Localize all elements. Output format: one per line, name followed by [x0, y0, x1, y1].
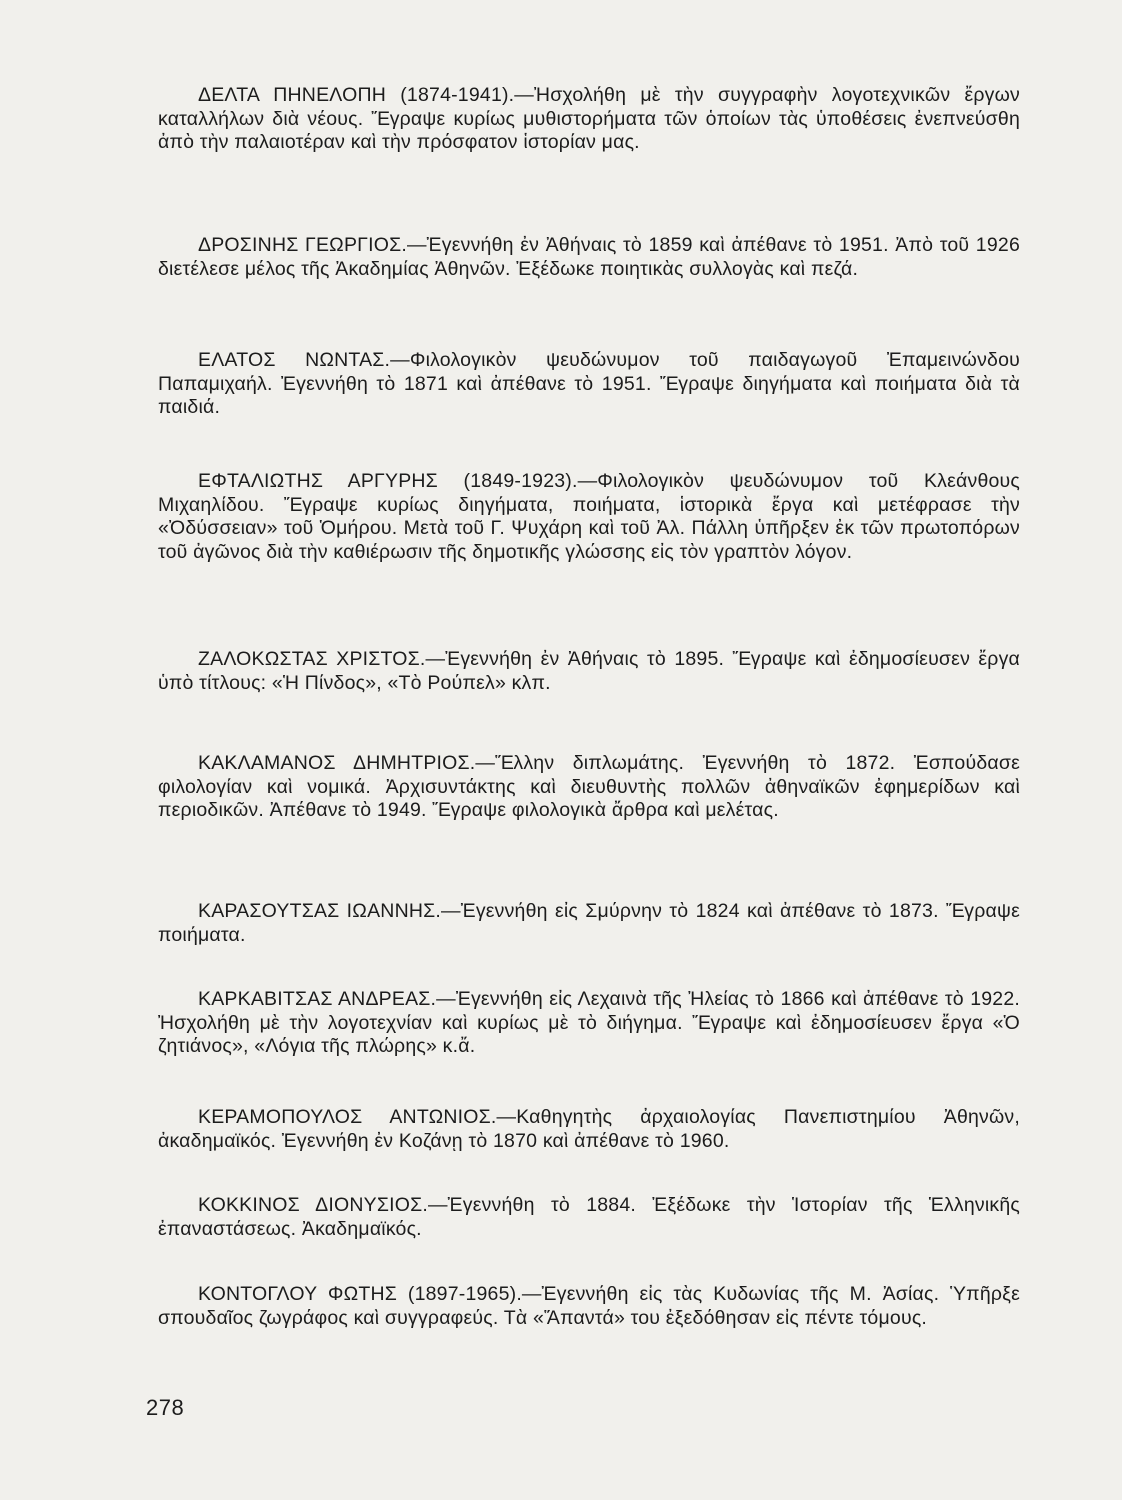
entry-eftaliotis-argyris — [158, 470, 1020, 564]
entry-heading: ΚΕΡΑΜΟΠΟΥΛΟΣ ΑΝΤΩΝΙΟΣ.— — [198, 1106, 517, 1128]
entry-kokkinos-dionysios — [158, 1194, 1020, 1241]
entry-text: Ἐγεννήθη ἐν Ἀθήναις τὸ 1895. Ἔγραψε καὶ ἐδημοσίευσεν ἔργα ὑπὸ τίτλους: «Ἡ Πίνδος», «Τὸ Ρούπελ» κλπ. — [158, 648, 1020, 694]
entry-heading: ΚΑΡΑΣΟΥΤΣΑΣ ΙΩΑΝΝΗΣ.— — [198, 900, 461, 922]
entry-elatos-nontas — [158, 349, 1020, 420]
entry-heading: ΚΑΡΚΑΒΙΤΣΑΣ ΑΝΔΡΕΑΣ.— — [198, 988, 456, 1010]
entry-text: Ἠσχολήθη μὲ τὴν συγγραφὴν λογοτεχνικῶν ἔργων καταλλήλων διὰ νέους. Ἔγραψε κυρίως μυθιστορήματα τῶν ὁποίων τὰς ὑποθέσεις ἐνεπνεύσθη ἀπὸ τὴν παλαιοτέραν καὶ τὴν πρόσφατον ἱστορίαν μας. — [158, 84, 1020, 154]
entry-text: Ἐγεννήθη εἰς Σμύρνην τὸ 1824 καὶ ἀπέθανε τὸ 1873. Ἔγραψε ποιήματα. — [158, 900, 1020, 946]
entry-text: Φιλολογικὸν ψευδώνυμον τοῦ Κλεάνθους Μιχαηλίδου. Ἔγραψε κυρίως διηγήματα, ποιήματα, ἱστορικὰ ἔργα καὶ μετέφρασε τὴν «Ὀδύσσειαν» τοῦ Ὁμήρου. Μετὰ τοῦ Γ. Ψυχάρη καὶ τοῦ Ἀλ. Πάλλη ὑπῆρξεν ἐκ τῶν πρωτοπόρων τοῦ ἀγῶνος διὰ τὴν καθιέρωσιν τῆς δημοτικῆς γλώσσης εἰς τὸν γραπτὸν λόγον. — [158, 470, 1020, 563]
entry-heading: ΚΑΚΛΑΜΑΝΟΣ ΔΗΜΗΤΡΙΟΣ.— — [198, 752, 496, 774]
entry-heading: ΔΡΟΣΙΝΗΣ ΓΕΩΡΓΙΟΣ.— — [198, 234, 427, 256]
entry-text: Ἐγεννήθη εἰς Λεχαινὰ τῆς Ἠλείας τὸ 1866 καὶ ἀπέθανε τὸ 1922. Ἠσχολήθη μὲ τὴν λογοτεχνίαν καὶ κυρίως μὲ τὸ διήγημα. Ἔγραψε καὶ ἐδημοσίευσεν ἔργα «Ὁ ζητιάνος», «Λόγια τῆς πλώρης» κ.ἄ. — [158, 988, 1020, 1058]
entry-heading: ΚΟΚΚΙΝΟΣ ΔΙΟΝΥΣΙΟΣ.— — [198, 1194, 448, 1216]
entry-text: Ἐγεννήθη εἰς τὰς Κυδωνίας τῆς Μ. Ἀσίας. Ὑπῆρξε σπουδαῖος ζωγράφος καὶ συγγραφεύς. Τὰ «Ἅπαντά» του ἐξεδόθησαν εἰς πέντε τόμους. — [158, 1283, 1021, 1329]
entry-zalokostas-christos — [158, 648, 1020, 695]
entry-delta-penelope — [158, 84, 1020, 155]
entry-karkavitsas-andreas — [158, 988, 1020, 1059]
entry-heading: ΕΦΤΑΛΙΩΤΗΣ ΑΡΓΥΡΗΣ (1849-1923).— — [198, 470, 598, 492]
entry-heading: ΚΟΝΤΟΓΛΟΥ ΦΩΤΗΣ (1897-1965).— — [198, 1283, 542, 1305]
entry-text: Καθηγητὴς ἀρχαιολογίας Πανεπιστημίου Ἀθηνῶν, ἀκαδημαϊκός. Ἐγεννήθη ἐν Κοζάνῃ τὸ 1870 καὶ ἀπέθανε τὸ 1960. — [158, 1106, 1020, 1152]
page-number: 278 — [146, 1395, 185, 1420]
entry-kontoglou-fotis — [158, 1283, 1020, 1330]
entry-heading: ΖΑΛΟΚΩΣΤΑΣ ΧΡΙΣΤΟΣ.— — [198, 648, 446, 670]
entry-karasoutsas-ioannis — [158, 900, 1020, 947]
entry-drosinis-georgios — [158, 234, 1020, 281]
entry-text: Φιλολογικὸν ψευδώνυμον τοῦ παιδαγωγοῦ Ἐπαμεινώνδου Παπαμιχαήλ. Ἐγεννήθη τὸ 1871 καὶ ἀπέθανε τὸ 1951. Ἔγραψε διηγήματα καὶ ποιήματα διὰ τὰ παιδιά. — [158, 349, 1020, 419]
entry-keramopoulos-antonios — [158, 1106, 1020, 1153]
entry-kaklamanos-dimitrios — [158, 752, 1020, 823]
entry-heading: ΕΛΑΤΟΣ ΝΩΝΤΑΣ.— — [198, 349, 410, 371]
entry-text: Ἕλλην διπλωμάτης. Ἐγεννήθη τὸ 1872. Ἐσπούδασε φιλολογίαν καὶ νομικά. Ἀρχισυντάκτης καὶ διευθυντὴς πολλῶν ἀθηναϊκῶν ἐφημερίδων καὶ περιοδικῶν. Ἀπέθανε τὸ 1949. Ἔγραψε φιλολογικὰ ἄρθρα καὶ μελέτας. — [158, 752, 1020, 822]
entry-heading: ΔΕΛΤΑ ΠΗΝΕΛΟΠΗ (1874-1941).— — [198, 84, 535, 106]
entry-text: Ἐγεννήθη ἐν Ἀθήναις τὸ 1859 καὶ ἀπέθανε τὸ 1951. Ἀπὸ τοῦ 1926 διετέλεσε μέλος τῆς Ἀκαδημίας Ἀθηνῶν. Ἐξέδωκε ποιητικὰς συλλογὰς καὶ πεζά. — [158, 234, 1020, 280]
entry-text: Ἐγεννήθη τὸ 1884. Ἐξέδωκε τὴν Ἱστορίαν τῆς Ἑλληνικῆς ἐπαναστάσεως. Ἀκαδημαϊκός. — [158, 1194, 1020, 1240]
